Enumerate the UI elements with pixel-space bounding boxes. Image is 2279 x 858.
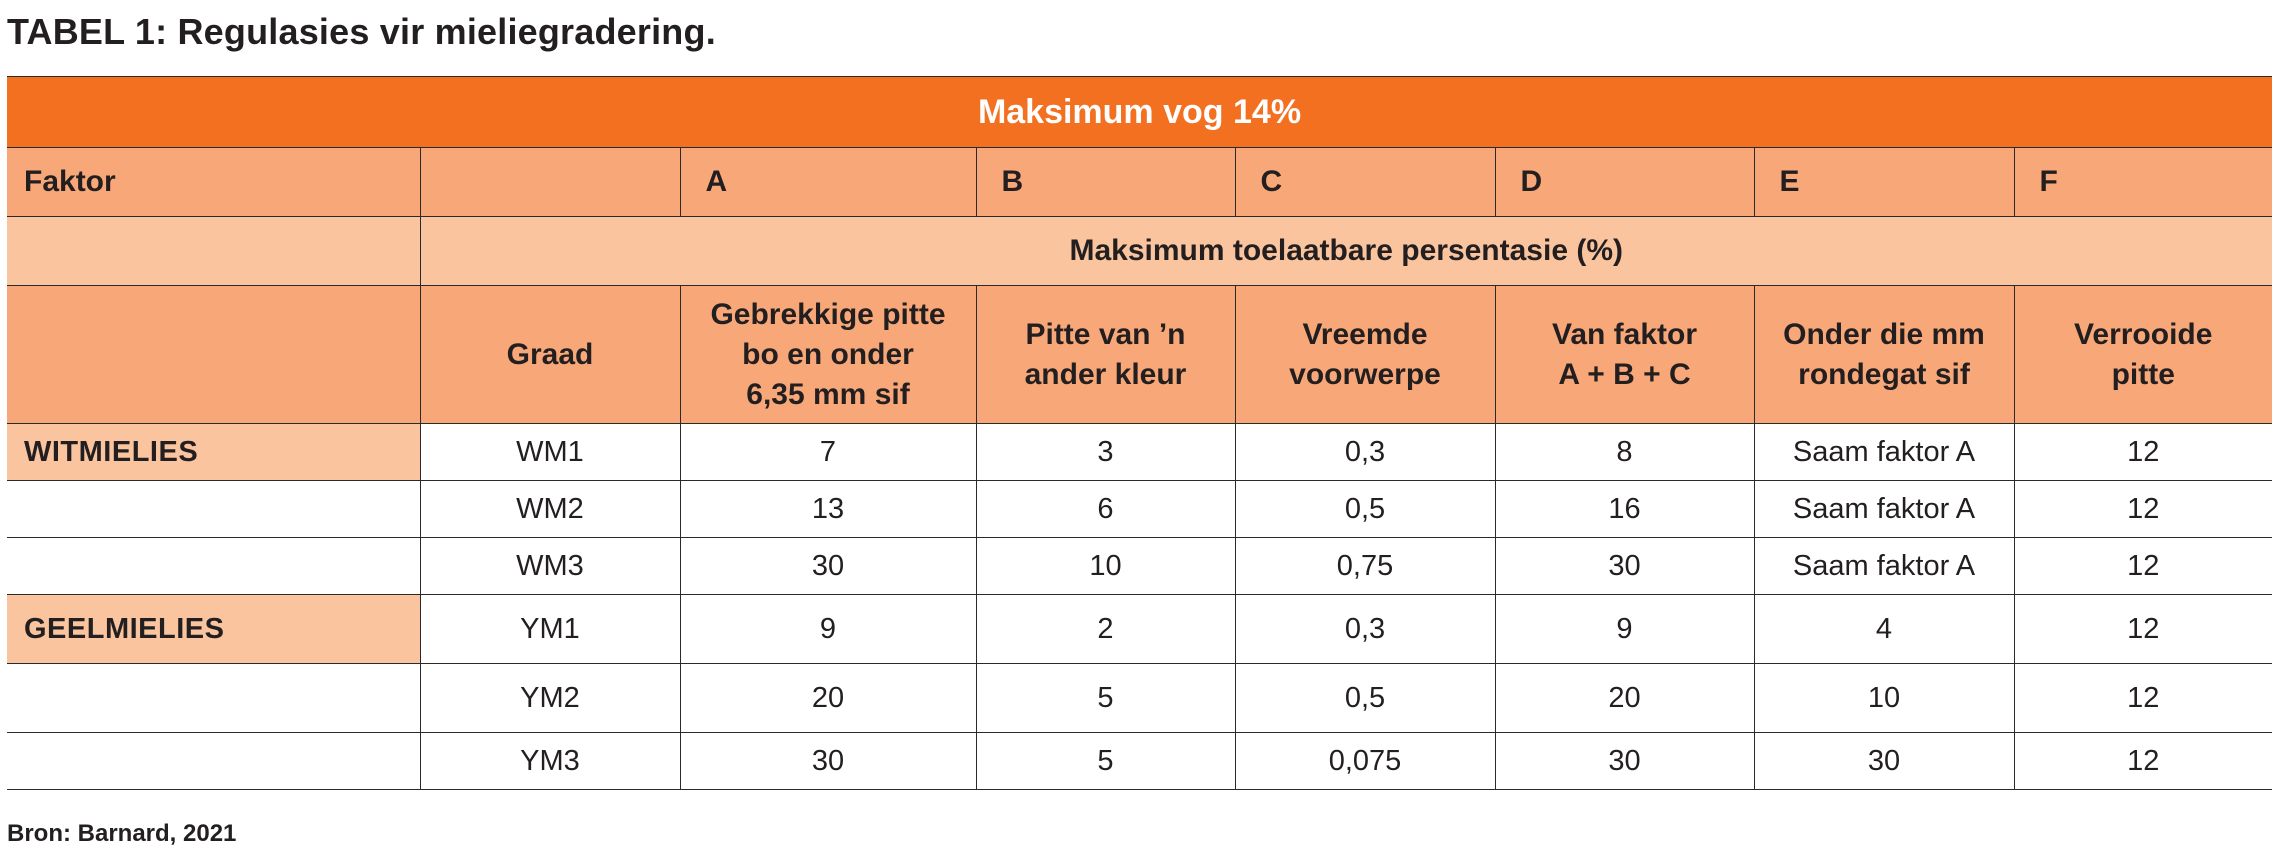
- header-line: rondegat sif: [1798, 357, 1970, 391]
- column-header-d: [1495, 286, 1754, 424]
- header-line: Gebrekkige pitte: [710, 297, 946, 331]
- value-cell: 9: [680, 595, 976, 664]
- value-cell: 12: [2014, 595, 2272, 664]
- value-cell: 0,5: [1235, 664, 1495, 733]
- value-cell: 9: [1495, 595, 1754, 664]
- header-line: 6,35 mm sif: [746, 377, 910, 411]
- category-label: GEELMIELIES: [7, 595, 420, 664]
- header-line: Onder die mm: [1783, 317, 1985, 351]
- letter-d: D: [1495, 148, 1754, 217]
- value-cell: 2: [976, 595, 1235, 664]
- header-line: Pitte van ’n: [1025, 317, 1186, 351]
- letter-f: F: [2014, 148, 2272, 217]
- category-label: [7, 481, 420, 538]
- table-row: [7, 595, 2272, 664]
- header-blank: [7, 286, 420, 424]
- value-cell: Saam faktor A: [1754, 538, 2014, 595]
- header-line: ander kleur: [1024, 357, 1187, 391]
- value-cell: Saam faktor A: [1754, 481, 2014, 538]
- grade-cell: WM3: [420, 538, 680, 595]
- value-cell: 12: [2014, 664, 2272, 733]
- value-cell: 12: [2014, 424, 2272, 481]
- category-label: [7, 664, 420, 733]
- value-cell: 8: [1495, 424, 1754, 481]
- header-line: A + B + C: [1558, 357, 1691, 391]
- category-label: [7, 733, 420, 790]
- table-row: [7, 538, 2272, 595]
- table-row: [7, 664, 2272, 733]
- letter-c: C: [1235, 148, 1495, 217]
- table-row: [7, 424, 2272, 481]
- letter-a: A: [680, 148, 976, 217]
- header-line: bo en onder: [742, 337, 914, 371]
- letter-b: B: [976, 148, 1235, 217]
- value-cell: 30: [680, 733, 976, 790]
- value-cell: 7: [680, 424, 976, 481]
- value-cell: 20: [1495, 664, 1754, 733]
- category-label: [7, 538, 420, 595]
- header-line: Verrooide: [2074, 317, 2213, 351]
- value-cell: 30: [1495, 538, 1754, 595]
- category-label: WITMIELIES: [7, 424, 420, 481]
- table-title: TABEL 1: Regulasies vir mieliegradering.: [7, 11, 716, 52]
- value-cell: 0,3: [1235, 595, 1495, 664]
- banner-row: [7, 77, 2272, 148]
- grade-cell: WM1: [420, 424, 680, 481]
- value-cell: 12: [2014, 481, 2272, 538]
- value-cell: 20: [680, 664, 976, 733]
- value-cell: 0,5: [1235, 481, 1495, 538]
- value-cell: 30: [1495, 733, 1754, 790]
- header-line: Van faktor: [1551, 317, 1698, 351]
- column-header-row: [7, 286, 2272, 424]
- column-header-e: [1754, 286, 2014, 424]
- column-header-a: [680, 286, 976, 424]
- column-header-b: [976, 286, 1235, 424]
- value-cell: 0,75: [1235, 538, 1495, 595]
- grade-cell: YM3: [420, 733, 680, 790]
- letter-blank: [420, 148, 680, 217]
- value-cell: 30: [1754, 733, 2014, 790]
- header-line: voorwerpe: [1289, 357, 1441, 391]
- faktor-label: Faktor: [7, 148, 420, 217]
- value-cell: 6: [976, 481, 1235, 538]
- value-cell: 5: [976, 733, 1235, 790]
- value-cell: 12: [2014, 538, 2272, 595]
- table-row: [7, 481, 2272, 538]
- value-cell: 30: [680, 538, 976, 595]
- moisture-banner: Maksimum vog 14%: [7, 77, 2272, 148]
- grade-cell: YM2: [420, 664, 680, 733]
- value-cell: 5: [976, 664, 1235, 733]
- value-cell: 13: [680, 481, 976, 538]
- factor-letter-row: [7, 148, 2272, 217]
- grade-cell: WM2: [420, 481, 680, 538]
- table-row: [7, 733, 2272, 790]
- grading-table: [7, 76, 2272, 790]
- letter-e: E: [1754, 148, 2014, 217]
- header-line: pitte: [2111, 357, 2175, 391]
- grade-cell: YM1: [420, 595, 680, 664]
- percentage-header: Maksimum toelaatbare persentasie (%): [420, 217, 2272, 286]
- value-cell: 10: [976, 538, 1235, 595]
- column-header-f: [2014, 286, 2272, 424]
- source-note: Bron: Barnard, 2021: [7, 820, 237, 847]
- grade-header: Graad: [420, 286, 680, 424]
- value-cell: 12: [2014, 733, 2272, 790]
- value-cell: 10: [1754, 664, 2014, 733]
- value-cell: 16: [1495, 481, 1754, 538]
- value-cell: 3: [976, 424, 1235, 481]
- percentage-row: [7, 217, 2272, 286]
- value-cell: Saam faktor A: [1754, 424, 2014, 481]
- value-cell: 0,3: [1235, 424, 1495, 481]
- percentage-blank: [7, 217, 420, 286]
- value-cell: 0,075: [1235, 733, 1495, 790]
- column-header-c: [1235, 286, 1495, 424]
- value-cell: 4: [1754, 595, 2014, 664]
- header-line: Vreemde: [1302, 317, 1428, 351]
